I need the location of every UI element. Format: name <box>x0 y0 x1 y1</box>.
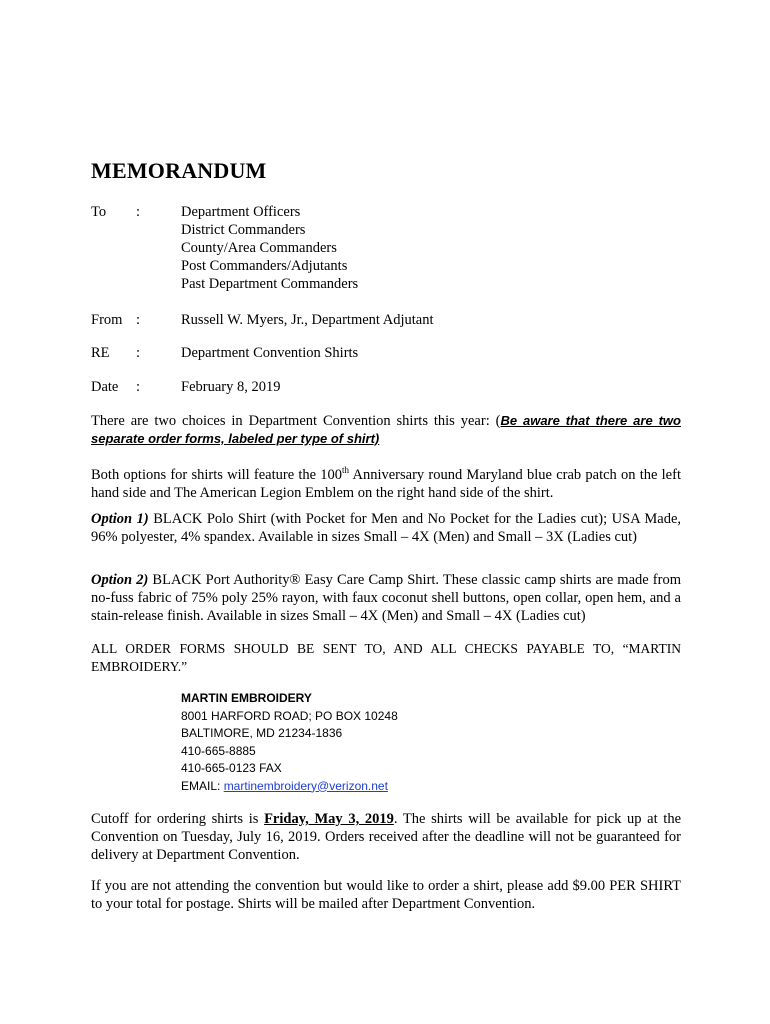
from-colon: : <box>136 312 141 328</box>
date-colon: : <box>136 379 141 395</box>
option-1-label: Option 1) <box>91 511 149 527</box>
features-text: Both options for shirts will feature the 100 <box>91 467 343 483</box>
order-forms-paragraph: ALL ORDER FORMS SHOULD BE SENT TO, AND ALL CHECKS PAYABLE TO, “MARTIN EMBROIDERY.” <box>91 641 681 674</box>
email-label: EMAIL: <box>181 778 224 793</box>
recipient: Post Commanders/Adjutants <box>181 258 348 274</box>
re-colon: : <box>136 345 141 361</box>
phone-number: 410-665-8885 <box>181 743 256 758</box>
to-label: To <box>91 204 107 220</box>
option-1-text: BLACK Polo Shirt (with Pocket for Men and No Pocket for the Ladies cut); USA Made, 96% polyester, 4% spandex. Available in sizes Small – 4X (Men) and Small – 3X (Ladies cut) <box>91 511 682 545</box>
recipient: District Commanders <box>181 222 306 238</box>
recipient: Past Department Commanders <box>181 276 359 292</box>
features-text-rest: Anniversary round Maryland blue crab patch on the left hand side and The American Legion Emblem on the right hand side of the shirt. <box>91 467 681 501</box>
cutoff-text: Cutoff for ordering shirts is <box>91 811 265 827</box>
re-label: RE <box>91 345 110 361</box>
email-line <box>181 778 398 796</box>
company-name: MARTIN EMBROIDERY <box>181 691 312 705</box>
to-colon: : <box>136 204 141 220</box>
cutoff-text-rest: . The shirts will be available for pick up at the Convention on Tuesday, July 16, 2019. Orders received after the deadline will not be guaranteed for delivery at Department Convention. <box>91 811 682 863</box>
intro-paragraph <box>91 412 681 448</box>
date-value: February 8, 2019 <box>181 379 281 395</box>
intro-text: There are two choices in Department Convention shirts this year: ( <box>91 413 501 429</box>
recipient: Department Officers <box>181 204 301 220</box>
option-2-label: Option 2) <box>91 572 149 588</box>
option-1-paragraph <box>91 510 681 546</box>
to-recipients <box>181 203 358 293</box>
option-2-paragraph <box>91 571 681 625</box>
from-value: Russell W. Myers, Jr., Department Adjutant <box>181 312 434 328</box>
street-address: 8001 HARFORD ROAD; PO BOX 10248 <box>181 708 398 723</box>
features-paragraph <box>91 466 681 502</box>
city-state-zip: BALTIMORE, MD 21234-1836 <box>181 726 343 740</box>
email-link[interactable]: martinembroidery@verizon.net <box>223 778 388 793</box>
postage-paragraph: If you are not attending the convention but would like to order a shirt, please add $9.00 PER SHIRT to your total for postage. Shirts will be mailed after Department Convention. <box>91 878 681 912</box>
cutoff-paragraph <box>91 810 681 864</box>
address-block <box>181 690 398 795</box>
features-superscript: th <box>342 465 350 476</box>
date-label: Date <box>91 379 119 395</box>
intro-emphasis: Be aware that there are two separate order forms, labeled per type of shirt) <box>91 413 681 446</box>
re-value: Department Convention Shirts <box>181 345 359 361</box>
memo-title: MEMORANDUM <box>91 158 267 183</box>
from-label: From <box>91 312 123 328</box>
cutoff-date: Friday, May 3, 2019 <box>264 811 394 827</box>
recipient: County/Area Commanders <box>181 240 337 256</box>
option-2-text: BLACK Port Authority® Easy Care Camp Shirt. These classic camp shirts are made from no-fuss fabric of 75% poly 25% rayon, with faux coconut shell buttons, open collar, open hem, and a stain-release finish. Available in sizes Small – 4X (Men) and Small – 4X (Ladies cut) <box>91 572 681 624</box>
fax-number: 410-665-0123 FAX <box>181 761 282 775</box>
